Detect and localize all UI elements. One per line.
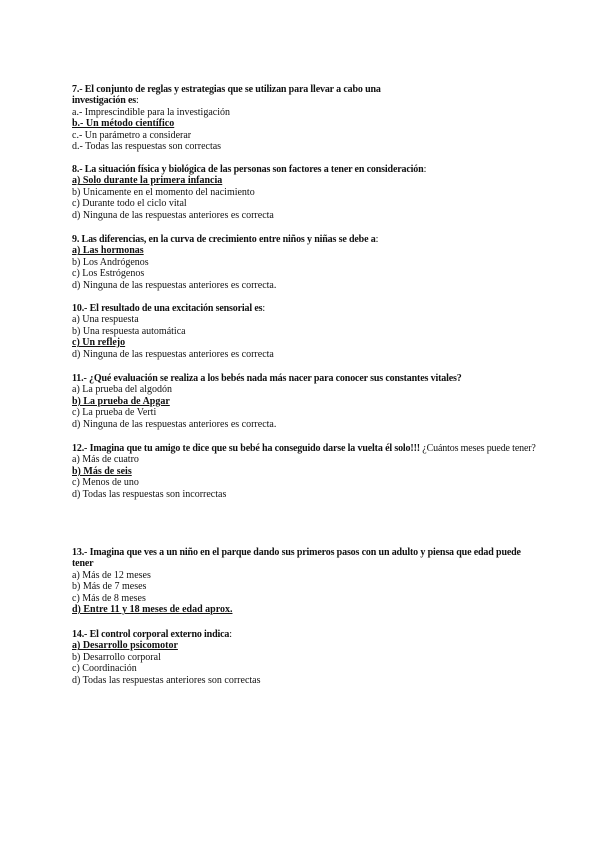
question-7-option-c: c.- Un parámetro a considerar bbox=[72, 129, 192, 141]
question-8-title: 8.- La situación física y biológica de las personas son factores a tener en consideración bbox=[72, 164, 424, 175]
question-9-option-b: b) Los Andrógenos bbox=[72, 256, 149, 268]
question-11-text bbox=[72, 373, 542, 384]
question-8-option-a: a) Solo durante la primera infancia bbox=[72, 175, 223, 187]
question-13 bbox=[72, 547, 542, 615]
question-9 bbox=[72, 234, 542, 291]
question-8-option-d: d) Ninguna de las respuestas anteriores es correcta bbox=[72, 209, 274, 221]
question-9-option-c: c) Los Estrógenos bbox=[72, 268, 145, 280]
question-8-option-c: c) Durante todo el ciclo vital bbox=[72, 198, 187, 210]
question-12-option-a: a) Más de cuatro bbox=[72, 454, 139, 466]
question-8 bbox=[72, 164, 542, 221]
question-8-text bbox=[72, 164, 542, 175]
question-13-option-c: c) Más de 8 meses bbox=[72, 592, 146, 604]
question-14-option-d: d) Todas las respuestas anteriores son correctas bbox=[72, 674, 261, 686]
question-10-title: 10.- El resultado de una excitación sensorial es bbox=[72, 303, 263, 314]
question-11-title: 11.- ¿Qué evaluación se realiza a los bebés nada más nacer para conocer sus constantes vitales? bbox=[72, 373, 462, 384]
question-12 bbox=[72, 443, 542, 500]
question-12-title-tail: ¿Cuántos meses puede tener? bbox=[419, 443, 536, 454]
question-8-option-b: b) Unicamente en el momento del nacimiento bbox=[72, 186, 255, 198]
question-13-option-a: a) Más de 12 meses bbox=[72, 569, 151, 581]
question-9-option-d: d) Ninguna de las respuestas anteriores es correcta. bbox=[72, 279, 277, 291]
question-9-option-a: a) Las hormonas bbox=[72, 245, 144, 257]
question-7-option-b: b.- Un método científico bbox=[72, 118, 175, 130]
question-7 bbox=[72, 84, 402, 152]
question-10-option-b: b) Una respuesta automática bbox=[72, 325, 186, 337]
question-14-option-c: c) Coordinación bbox=[72, 663, 137, 675]
question-10-option-d: d) Ninguna de las respuestas anteriores es correcta bbox=[72, 348, 274, 360]
question-12-option-c: c) Menos de uno bbox=[72, 477, 139, 489]
question-8-title-tail: : bbox=[423, 164, 427, 175]
question-10-option-a: a) Una respuesta bbox=[72, 314, 139, 326]
question-13-option-b: b) Más de 7 meses bbox=[72, 581, 147, 593]
question-13-text bbox=[72, 547, 542, 570]
question-7-title-tail: : bbox=[136, 95, 139, 107]
question-12-text bbox=[72, 443, 542, 454]
question-7-option-d: d.- Todas las respuestas son correctas bbox=[72, 141, 222, 153]
question-9-text bbox=[72, 234, 542, 245]
question-14-option-a: a) Desarrollo psicomotor bbox=[72, 640, 178, 652]
question-10-option-c: c) Un reflejo bbox=[72, 337, 126, 349]
question-10-text bbox=[72, 303, 542, 314]
question-10-title-tail: : bbox=[262, 303, 266, 314]
question-12-option-b: b) Más de seis bbox=[72, 465, 132, 477]
question-11-option-a: a) La prueba del algodón bbox=[72, 384, 172, 396]
question-11-option-c: c) La prueba de Verti bbox=[72, 407, 157, 419]
question-7-text bbox=[72, 84, 402, 107]
question-7-title: 7.- El conjunto de reglas y estrategias que se utilizan para llevar a cabo una investigación es bbox=[72, 84, 381, 107]
question-11 bbox=[72, 373, 542, 430]
question-13-option-d: d) Entre 11 y 18 meses de edad aprox. bbox=[72, 604, 233, 616]
question-9-title: 9. Las diferencias, en la curva de crecimiento entre niños y niñas se debe a bbox=[72, 234, 376, 245]
question-11-option-b: b) La prueba de Apgar bbox=[72, 395, 170, 407]
question-12-title: 12.- Imagina que tu amigo te dice que su bebé ha conseguido darse la vuelta él solo!!! bbox=[72, 443, 420, 454]
question-14-text bbox=[72, 629, 542, 640]
question-10 bbox=[72, 303, 542, 360]
question-14-title-tail: : bbox=[229, 629, 232, 640]
question-14 bbox=[72, 629, 542, 686]
question-13-title: 13.- Imagina que ves a un niño en el parque dando sus primeros pasos con un adulto y piensa que edad puede tener bbox=[72, 547, 521, 570]
question-12-option-d: d) Todas las respuestas son incorrectas bbox=[72, 488, 227, 500]
question-11-option-d: d) Ninguna de las respuestas anteriores es correcta. bbox=[72, 418, 277, 430]
question-9-title-tail: : bbox=[375, 234, 379, 245]
question-14-option-b: b) Desarrollo corporal bbox=[72, 651, 161, 663]
question-14-title: 14.- El control corporal externo indica bbox=[72, 629, 230, 640]
question-7-option-a: a.- Imprescindible para la investigación bbox=[72, 106, 230, 118]
